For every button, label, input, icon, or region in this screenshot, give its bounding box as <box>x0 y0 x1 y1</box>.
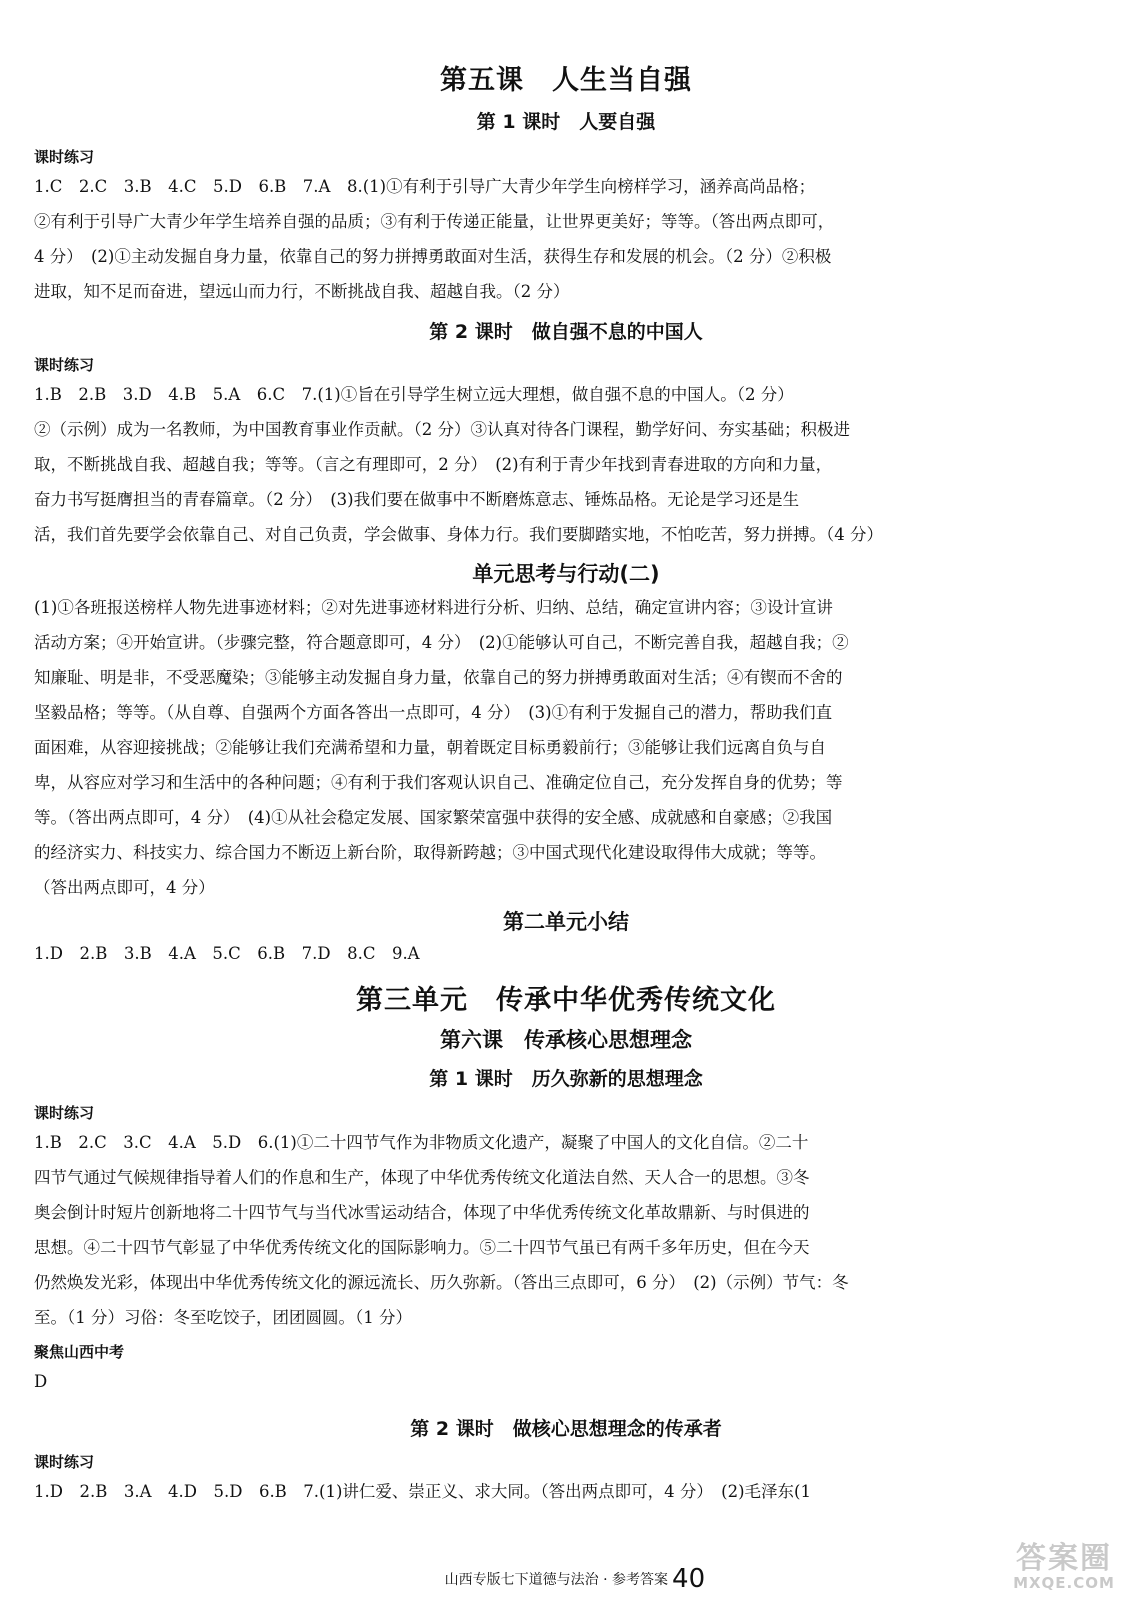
answer-line: 取，不断挑战自我、超越自我；等等。（言之有理即可，2 分） (2)有利于青少年找到青春进取的方向和力量， <box>34 455 833 474</box>
page-number: 40 <box>672 1564 706 1594</box>
answer-line: （答出两点即可，4 分） <box>34 878 215 897</box>
section-label: 课时练习 <box>34 148 95 166</box>
page-footer <box>0 1548 1132 1610</box>
answer-line: 面困难，从容迎接挑战；②能够让我们充满希望和力量，朝着既定目标勇毅前行；③能够让我们远离自负与自 <box>34 738 826 757</box>
section-label: 课时练习 <box>34 1453 95 1471</box>
answer-line: 四节气通过气候规律指导着人们的作息和生产，体现了中华优秀传统文化道法自然、天人合一的思想。③冬 <box>34 1168 810 1187</box>
answer-line: 坚毅品格；等等。（从自尊、自强两个方面各答出一点即可，4 分） (3)①有利于发掘自己的潜力，帮助我们直 <box>34 703 833 722</box>
section-label: 课时练习 <box>34 1104 95 1122</box>
answer-line: 1.B 2.B 3.D 4.B 5.A 6.C 7.(1)①旨在引导学生树立远大理想，做自强不息的中国人。（2 分） <box>34 385 794 404</box>
section-label: 聚焦山西中考 <box>34 1343 125 1361</box>
answer-line: 1.D 2.B 3.A 4.D 5.D 6.B 7.(1)讲仁爱、崇正义、求大同。（答出两点即可，4 分） (2)毛泽东(1 <box>34 1482 811 1501</box>
answer-line: 1.D 2.B 3.B 4.A 5.C 6.B 7.D 8.C 9.A <box>34 944 420 963</box>
period-title: 第 2 课时 做核心思想理念的传承者 <box>410 1418 722 1440</box>
unit-summary-title: 第二单元小结 <box>503 910 629 934</box>
unit-review-title: 单元思考与行动(二) <box>472 562 660 586</box>
section-label: 课时练习 <box>34 356 95 374</box>
period-title: 第 2 课时 做自强不息的中国人 <box>429 321 703 343</box>
answer-line: 思想。④二十四节气彰显了中华优秀传统文化的国际影响力。⑤二十四节气虽已有两千多年历史，但在今天 <box>34 1238 810 1257</box>
answer-line: 活，我们首先要学会依靠自己、对自己负责，学会做事、身体力行。我们要脚踏实地，不怕吃苦，努力拼搏。（4 分） <box>34 525 883 544</box>
answer-line: 奥会倒计时短片创新地将二十四节气与当代冰雪运动结合，体现了中华优秀传统文化革故鼎新、与时俱进的 <box>34 1203 810 1222</box>
period-title: 第 1 课时 历久弥新的思想理念 <box>429 1068 703 1090</box>
watermark-bottom: MXQE.COM <box>1013 1574 1115 1592</box>
watermark-top: 答案圈 <box>1016 1541 1112 1576</box>
lesson-title: 第六课 传承核心思想理念 <box>440 1028 692 1052</box>
answer-line: 等。（答出两点即可，4 分） (4)①从社会稳定发展、国家繁荣富强中获得的安全感、成就感和自豪感；②我国 <box>34 808 833 827</box>
answer-line: 卑，从容应对学习和生活中的各种问题；④有利于我们客观认识自己、准确定位自己，充分发挥自身的优势；等 <box>34 773 843 792</box>
answer-line: 进取，知不足而奋进，望远山而力行，不断挑战自我、超越自我。（2 分） <box>34 282 570 301</box>
answer-line: 奋力书写挺膺担当的青春篇章。（2 分） (3)我们要在做事中不断磨炼意志、锤炼品格。无论是学习还是生 <box>34 490 800 509</box>
unit-title: 第三单元 传承中华优秀传统文化 <box>356 985 776 1016</box>
answer-line: 4 分） (2)①主动发掘自身力量，依靠自己的努力拼搏勇敢面对生活，获得生存和发展的机会。（2 分）②积极 <box>34 247 832 266</box>
answer-line: D <box>34 1372 48 1391</box>
period-title: 第 1 课时 人要自强 <box>476 111 656 133</box>
answer-line: ②有利于引导广大青少年学生培养自强的品质；③有利于传递正能量，让世界更美好；等等。（答出两点即可， <box>34 212 835 231</box>
footer-text: 山西专版七下道德与法治 · 参考答案 <box>444 1572 669 1588</box>
answer-line: 至。（1 分）习俗：冬至吃饺子，团团圆圆。（1 分） <box>34 1308 412 1327</box>
answer-line: 仍然焕发光彩，体现出中华优秀传统文化的源远流长、历久弥新。（答出三点即可，6 分） (2)（示例）节气：冬 <box>34 1273 849 1292</box>
lesson-title: 第五课 人生当自强 <box>440 65 692 96</box>
watermark-logo <box>1004 1541 1124 1594</box>
answer-line: (1)①各班报送榜样人物先进事迹材料；②对先进事迹材料进行分析、归纳、总结，确定宣讲内容；③设计宣讲 <box>34 598 833 617</box>
answer-line: 的经济实力、科技实力、综合国力不断迈上新台阶，取得新跨越；③中国式现代化建设取得伟大成就；等等。 <box>34 843 826 862</box>
answer-line: 1.C 2.C 3.B 4.C 5.D 6.B 7.A 8.(1)①有利于引导广大青少年学生向榜样学习，涵养高尚品格； <box>34 177 816 196</box>
answer-line: 知廉耻、明是非，不受恶魔染；③能够主动发掘自身力量，依靠自己的努力拼搏勇敢面对生活；④有锲而不舍的 <box>34 668 843 687</box>
answer-line: 1.B 2.C 3.C 4.A 5.D 6.(1)①二十四节气作为非物质文化遗产，凝聚了中国人的文化自信。②二十 <box>34 1133 809 1152</box>
answer-line: ②（示例）成为一名教师，为中国教育事业作贡献。（2 分）③认真对待各门课程，勤学好问、夯实基础；积极进 <box>34 420 850 439</box>
answer-line: 活动方案；④开始宣讲。（步骤完整，符合题意即可，4 分） (2)①能够认可自己，不断完善自我，超越自我；② <box>34 633 849 652</box>
